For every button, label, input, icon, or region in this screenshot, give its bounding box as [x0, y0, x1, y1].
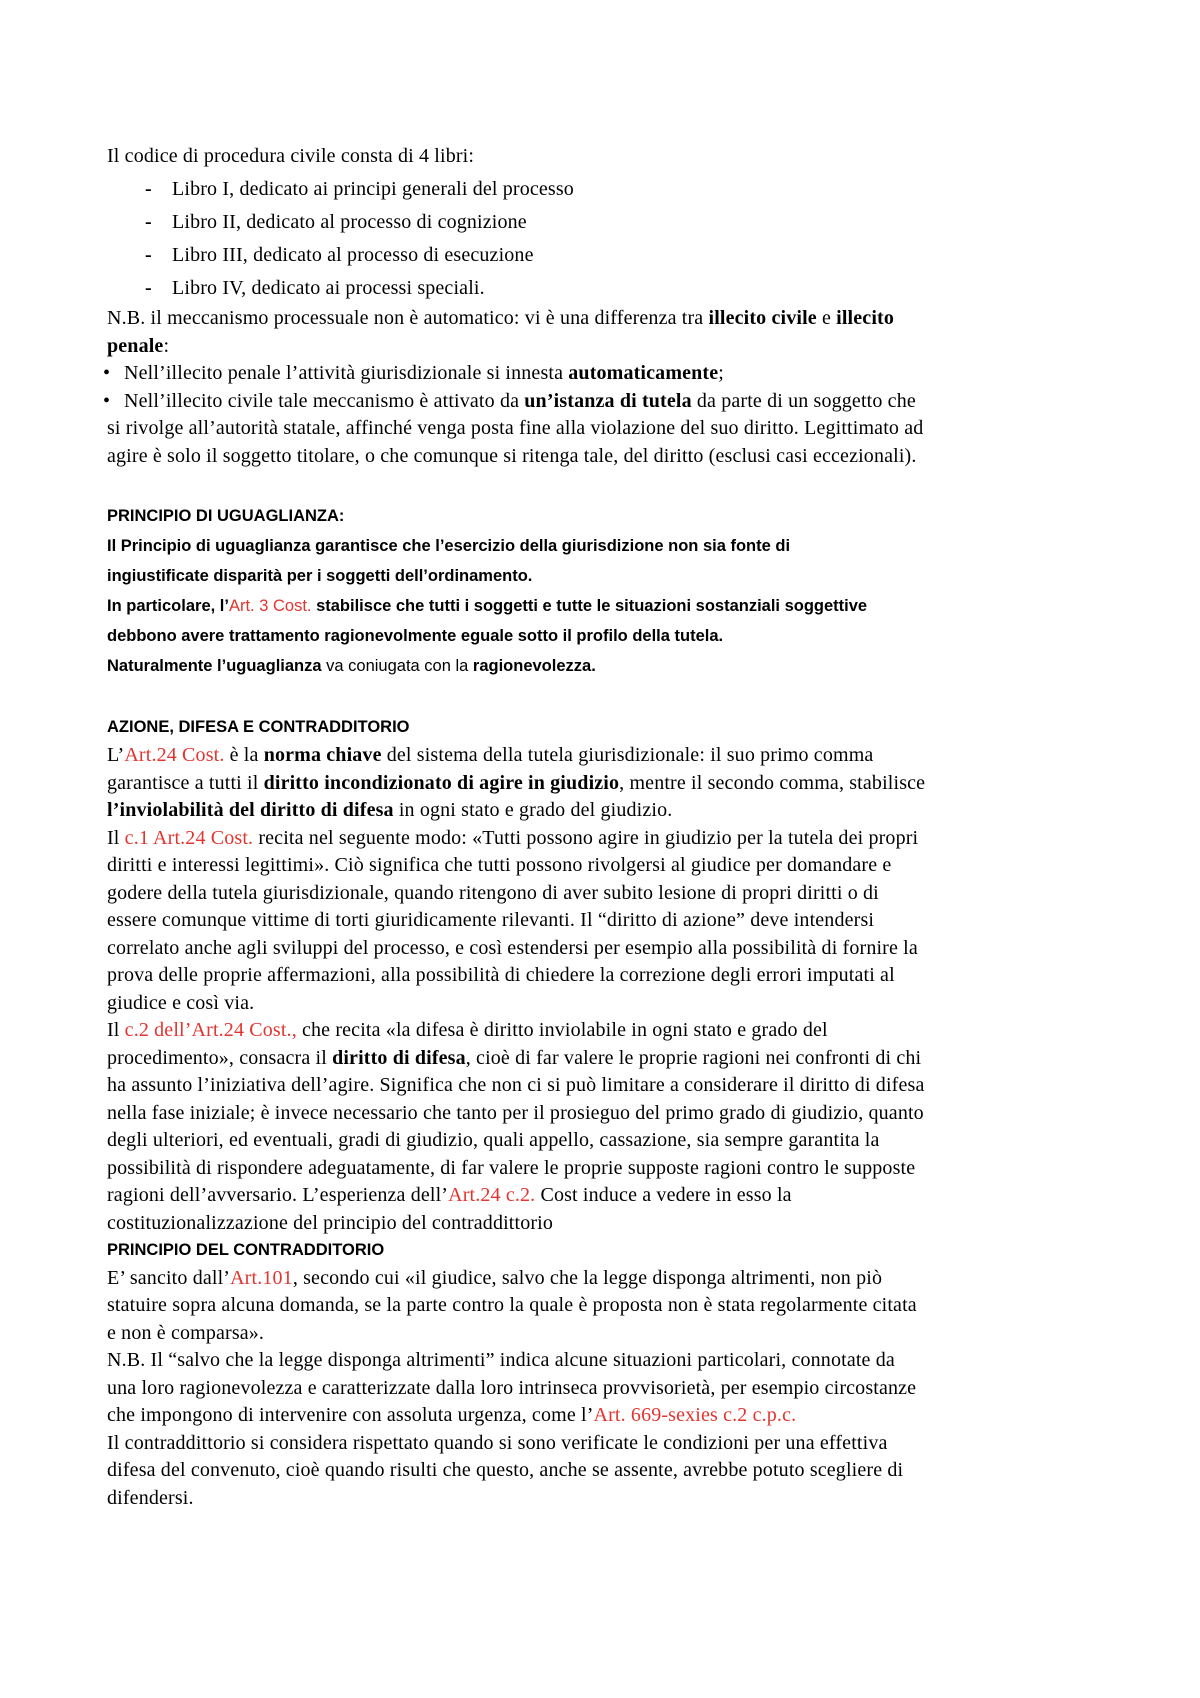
article-reference: c.1 Art.24 Cost. [124, 826, 254, 849]
bold-text: PRINCIPIO DI UGUAGLIANZA: [107, 507, 345, 525]
section-uguaglianza [107, 501, 1200, 681]
text-run: e non è comparsa». [107, 1321, 265, 1344]
text-line [107, 561, 1200, 591]
dash-marker: - [145, 178, 152, 200]
text-run: da parte di un soggetto che [691, 389, 916, 412]
text-run: ha assunto l’iniziativa dell’agire. Significa che non ci si può limitare a considerare il diritto di difesa [107, 1074, 925, 1096]
text-run: diritti e interessi legittimi». Ciò significa che tutti possono rivolgersi al giudice per domandare e [107, 854, 892, 876]
text-line [107, 1320, 1200, 1348]
dash-marker: - [145, 244, 152, 266]
text-run: Nell’illecito civile tale meccanismo è attivato da [124, 389, 525, 412]
text-run: Il [107, 1019, 125, 1041]
text-run: nella fase iniziale; è invece necessario che tanto per il prosieguo del primo grado di giudizio, quanto [107, 1101, 924, 1124]
text-line [107, 1210, 1200, 1238]
text-line [107, 962, 1200, 990]
text-line [107, 797, 1200, 825]
list-item [107, 239, 1200, 272]
bold-text: stabilisce che tutti i soggetti e tutte le situazioni sostanziali soggettive [311, 597, 868, 615]
text-line [107, 651, 1200, 681]
bold-text: illecito [836, 307, 894, 329]
text-run: agire è solo il soggetto titolare, o che comunque si ritenga tale, del diritto (esclusi casi eccezionali). [107, 444, 917, 467]
text-line [107, 1127, 1200, 1155]
text-line [107, 1017, 1200, 1045]
text-line [107, 443, 1200, 471]
text-line [107, 415, 1200, 443]
section-contraddittorio [107, 1237, 1200, 1512]
text-run: recita nel seguente modo: «Tutti possono agire in giudizio per la tutela dei propri [253, 826, 919, 849]
text-line [107, 1045, 1200, 1073]
text-line [107, 1375, 1200, 1403]
text-line [107, 1182, 1200, 1210]
text-run: E’ sancito dall’ [107, 1266, 231, 1289]
article-reference: Art. 3 Cost. [228, 597, 312, 615]
text-run: correlato anche agli sviluppi del processo, e così estendersi per esempio alla possibilità di fornire la [107, 936, 918, 959]
text-run: Il contraddittorio si considera rispettato quando si sono verificate le condizioni per una effettiva [107, 1431, 888, 1454]
bold-text: Naturalmente l’uguaglianza [107, 657, 322, 675]
text-run: Libro II, dedicato al processo di cognizione [172, 211, 527, 233]
text-run: difendersi. [107, 1486, 194, 1509]
section-intro [103, 140, 1200, 470]
section-azione [107, 712, 1200, 1237]
list-item [107, 173, 1200, 206]
bullet-marker: • [103, 362, 111, 384]
text-run: essere comunque vittime di torti giuridicamente rilevanti. Il “diritto di azione” deve intendersi [107, 909, 875, 931]
text-run: è la [224, 744, 264, 766]
bold-text: Il Principio di uguaglianza garantisce che l’esercizio della giurisdizione non sia fonte di [107, 537, 791, 555]
article-reference: c.2 dell’Art.24 Cost., [124, 1019, 297, 1041]
bold-text: l’inviolabilità del diritto di difesa [107, 799, 394, 821]
text-run: , secondo cui «il giudice, salvo che la legge disponga altrimenti, non piò [292, 1266, 883, 1289]
bold-text: diritto di difesa [332, 1046, 466, 1069]
dash-marker: - [145, 211, 152, 233]
list-item [107, 272, 1200, 305]
text-line [107, 1292, 1200, 1320]
bold-text: AZIONE, DIFESA E CONTRADDITORIO [107, 718, 410, 736]
text-run: in ogni stato e grado del giudizio. [393, 799, 673, 821]
dash-marker: - [145, 277, 152, 299]
list-item [107, 206, 1200, 239]
text-line [107, 305, 1200, 333]
text-run: Cost induce a vedere in esso la [535, 1184, 792, 1206]
text-run: N.B. Il “salvo che la legge disponga altrimenti” indica alcune situazioni particolari, connotate da [107, 1349, 895, 1371]
text-run: L’ [107, 744, 125, 766]
bold-text: diritto incondizionato di agire in giudizio [263, 771, 620, 794]
text-run: Libro I, dedicato ai principi generali del processo [172, 178, 574, 200]
bold-text: In particolare, l’ [107, 597, 229, 615]
text-run: prova delle proprie affermazioni, alla possibilità di chiedere la correzione degli errori imputati al [107, 964, 895, 986]
text-run: statuire sopra alcuna domanda, se la parte contro la quale è proposta non è stata regolarmente citata [107, 1294, 917, 1316]
text-line [107, 621, 1200, 651]
bold-text: penale [107, 334, 164, 357]
text-run: godere della tutela giurisdizionale, quando ritengono di aver subito lesione di propri diritti o di [107, 881, 879, 904]
text-run: ragioni dell’avversario. L’esperienza dell’ [107, 1184, 449, 1206]
text-run: garantisce a tutti il [107, 771, 264, 794]
text-line [107, 990, 1200, 1018]
bold-text: norma chiave [263, 744, 382, 766]
text-run: una loro ragionevolezza e caratterizzate dalla loro intrinseca provvisorietà, per esempio circostanze [107, 1376, 917, 1399]
text-line [107, 1155, 1200, 1183]
bullet-marker: • [103, 389, 111, 412]
article-reference: Art.24 Cost. [124, 744, 225, 766]
bold-text: ingiustificate disparità per i soggetti dell’ordinamento. [107, 567, 533, 585]
article-reference: Art.24 c.2. [448, 1184, 536, 1206]
bold-text: PRINCIPIO DEL CONTRADDITORIO [107, 1241, 385, 1259]
text-run: costituzionalizzazione del principio del contraddittorio [107, 1211, 554, 1234]
text-line [107, 1457, 1200, 1485]
text-line [107, 825, 1200, 853]
text-line [107, 1485, 1200, 1513]
bullet-item [103, 360, 1200, 388]
text-run: che impongono di intervenire con assoluta urgenza, come l’ [107, 1404, 594, 1426]
text-line [107, 1430, 1200, 1458]
text-line [107, 742, 1200, 770]
article-reference: Art. 669-sexies c.2 c.p.c. [593, 1404, 797, 1426]
text-run: Il [107, 826, 125, 849]
text-run: Nell’illecito penale l’attività giurisdizionale si innesta [124, 362, 569, 384]
text-run: Il codice di procedura civile consta di 4 libri: [107, 145, 475, 167]
text-run: Libro IV, dedicato ai processi speciali. [172, 277, 485, 299]
text-run: possibilità di rispondere adeguatamente, di far valere le proprie supposte ragioni contro le supposte [107, 1156, 916, 1179]
bold-text: debbono avere trattamento ragionevolmente eguale sotto il profilo della tutela. [107, 627, 724, 645]
text-line [107, 1072, 1200, 1100]
text-run: , mentre il secondo comma, stabilisce [619, 771, 926, 794]
text-line [107, 1265, 1200, 1293]
section-heading [107, 1237, 1200, 1265]
text-run: va coniugata con la [321, 657, 473, 675]
text-line [107, 770, 1200, 798]
text-run: e [816, 307, 837, 329]
text-run: si rivolge all’autorità statale, affinché venga posta fine alla violazione del suo diritto. Legittimato ad [107, 417, 924, 439]
text-run: procedimento», consacra il [107, 1046, 333, 1069]
bold-text: ragionevolezza. [472, 657, 596, 675]
text-line [107, 935, 1200, 963]
text-run: che recita «la difesa è diritto inviolabile in ogni stato e grado del [296, 1019, 828, 1041]
text-line [107, 591, 1200, 621]
text-line [107, 907, 1200, 935]
section-heading [107, 712, 1200, 742]
text-line [107, 333, 1200, 361]
text-run: : [163, 334, 170, 357]
text-line [107, 880, 1200, 908]
text-line [107, 1402, 1200, 1430]
text-run: Libro III, dedicato al processo di esecuzione [172, 244, 534, 266]
article-reference: Art.101 [230, 1266, 293, 1289]
text-run: degli ulteriori, ed eventuali, gradi di giudizio, quali appello, cassazione, sia sempre garantita la [107, 1129, 880, 1151]
text-run: , cioè di far valere le proprie ragioni nei confronti di chi [465, 1046, 922, 1069]
text-line [107, 531, 1200, 561]
text-run: del sistema della tutela giurisdizionale: il suo primo comma [381, 744, 874, 766]
text-line [107, 852, 1200, 880]
text-run: giudice e così via. [107, 991, 255, 1014]
bold-text: illecito civile [708, 307, 817, 329]
section-heading [107, 501, 1200, 531]
bold-text: un’istanza di tutela [524, 389, 692, 412]
text-line [107, 1347, 1200, 1375]
text-run: difesa del convenuto, cioè quando risulti che questo, anche se assente, avrebbe potuto scegliere di [107, 1459, 904, 1481]
text-run: ; [718, 362, 724, 384]
bold-text: automaticamente [568, 362, 719, 384]
text-run: N.B. il meccanismo processuale non è automatico: vi è una differenza tra [107, 307, 709, 329]
bullet-item [103, 388, 1200, 416]
text-line [107, 140, 1200, 173]
text-line [107, 1100, 1200, 1128]
